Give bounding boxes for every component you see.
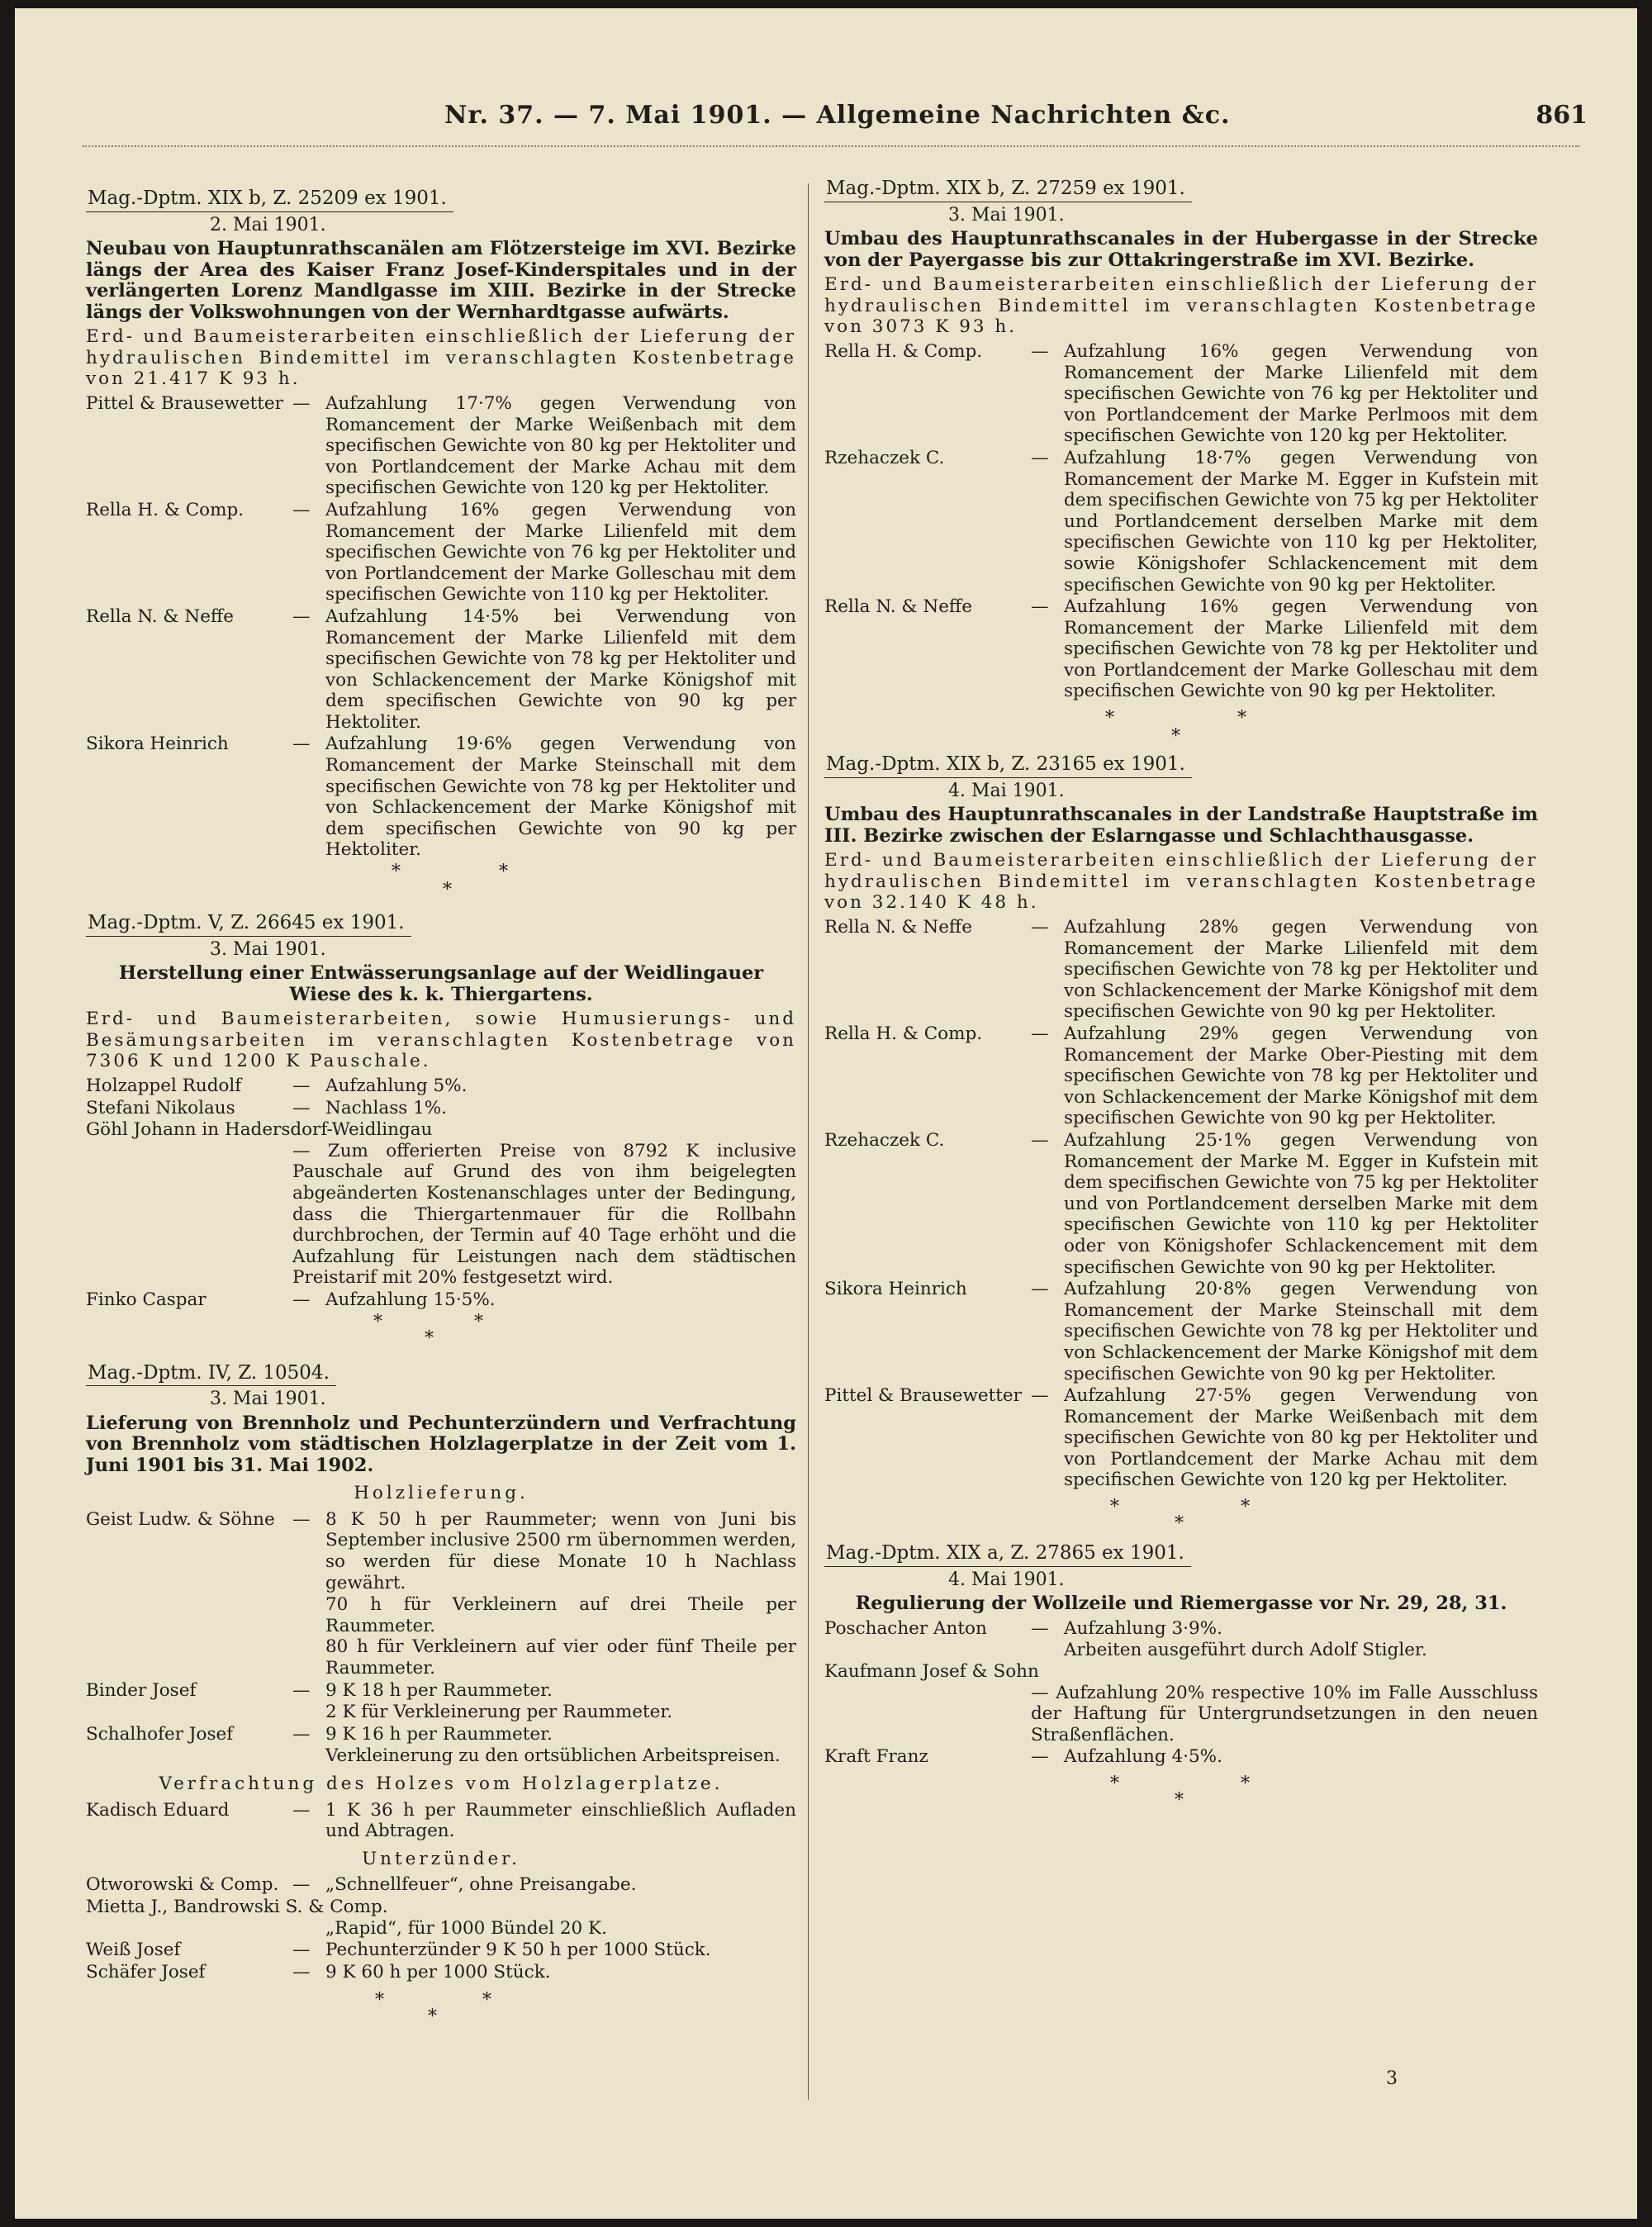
bid-entry — [824, 1130, 1538, 1278]
bid-text: 8 K 50 h per Raummeter; wenn von Juni bis September inclusive 2500 rm übernommen werden, so werden für diese Monate 10 h Nachlass gewährt. — [325, 1508, 796, 1593]
bidder-name: Rella H. & Comp. — [824, 1023, 983, 1044]
bid-text: 9 K 16 h per Raummeter. — [325, 1723, 553, 1745]
bid-text: — Zum offerierten Preise von 8792 K inclusive Pauschale auf Grund des von ihm beigelegten abgeänderten Kostenanschlages unter der Bedingung, dass die Thiergartenmauer für die Rollbahn durchbrochen, der Termin auf 40 Tage erhöht und die Aufzahlung für Leistungen nach dem städtischen Preistarif mit 20% festgesetzt wird. — [292, 1140, 796, 1289]
star-ornament: * — [1175, 1789, 1184, 1811]
dash: — — [1031, 1385, 1049, 1407]
section-ornament — [86, 1312, 796, 1358]
star-ornament: * — [1237, 708, 1246, 729]
page-number: 861 — [1536, 101, 1588, 130]
notice-landstrasse — [824, 749, 1538, 1538]
notice-intro: Erd- und Baumeisterarbeiten einschließlich der Lieferung der hydraulischen Bindemittel im veranschlagten Kostenbetrage von 32.140 K 48 h. — [824, 850, 1538, 914]
bid-entry — [86, 1724, 796, 1745]
bidder-name: Kaufmann Josef & Sohn — [824, 1660, 1039, 1682]
newspaper-page — [15, 8, 1637, 2219]
notice-date: 3. Mai 1901. — [210, 938, 326, 960]
bid-text: 9 K 60 h per 1000 Stück. — [325, 1961, 551, 1982]
bidder-name: Kadisch Eduard — [86, 1799, 230, 1821]
star-ornament: * — [1175, 1513, 1184, 1535]
bid-text: Aufzahlung 16% gegen Verwendung von Romancement der Marke Lilienfeld mit dem specifischen Gewichte von 76 kg per Hektoliter und von Portlandcement der Marke Perlmoos mit dem specifischen Gewichte von 120 kg per Hektoliter. — [1064, 340, 1538, 447]
star-ornament: * — [482, 1990, 491, 2011]
header-rule — [83, 145, 1579, 147]
bidder-name: Sikora Heinrich — [824, 1279, 967, 1300]
bidder-name: Rella H. & Comp. — [824, 340, 983, 362]
bidder-name: Geist Ludw. & Söhne — [86, 1508, 275, 1530]
dash: — — [1031, 1129, 1049, 1151]
bid-text: Aufzahlung 5%. — [325, 1076, 468, 1096]
department-reference: Mag.-Dptm. XIX a, Z. 27865 ex 1901. — [824, 1543, 1191, 1567]
dash: — — [292, 1289, 311, 1310]
bidder-name: Rzehaczek C. — [824, 1129, 945, 1151]
dash: — — [292, 499, 311, 520]
notice-intro: Erd- und Baumeisterarbeiten einschließlich der Lieferung der hydraulischen Bindemittel im veranschlagten Kostenbetrage von 3073 K 93 h. — [824, 274, 1538, 338]
notice-weidlingau — [86, 908, 796, 1358]
bidder-name: Rella N. & Neffe — [86, 605, 234, 627]
bid-entry — [824, 596, 1538, 702]
bidder-name: Stefani Nikolaus — [86, 1097, 235, 1118]
dash: — — [292, 1097, 311, 1118]
dash: — — [1031, 596, 1049, 618]
bid-text: — Aufzahlung 20% respective 10% im Falle Ausschluss der Haftung für Untergrundsetzungen in den neuen Straßenflächen. — [1031, 1682, 1538, 1745]
dash: — — [292, 392, 311, 414]
bidder-name: Poschacher Anton — [824, 1617, 987, 1639]
bid-text: Aufzahlung 20·8% gegen Verwendung von Romancement der Marke Steinschall mit dem specifischen Gewichte von 78 kg per Hektoliter und von Schlackencement der Marke Königshof mit dem specifischen Gewichte von 90 kg per Hektoliter. — [1064, 1279, 1538, 1384]
bid-text: Aufzahlung 19·6% gegen Verwendung von Romancement der Marke Steinschall mit dem specifischen Gewichte von 78 kg per Hektoliter und von Schlackencement der Marke Königshof mit dem specifischen Gewichte von 90 kg per Hektoliter. — [325, 734, 796, 861]
dash: — — [1031, 447, 1049, 468]
department-reference: Mag.-Dptm. V, Z. 26645 ex 1901. — [86, 913, 411, 937]
dash: — — [292, 605, 311, 627]
bidder-name: Finko Caspar — [86, 1289, 206, 1310]
dash: — — [292, 1076, 311, 1096]
signature-mark: 3 — [1386, 2068, 1398, 2089]
bid-text: Aufzahlung 3·9%. — [1064, 1617, 1222, 1639]
department-reference: Mag.-Dptm. XIX b, Z. 27259 ex 1901. — [824, 178, 1192, 202]
bidder-name: Pittel & Brausewetter — [824, 1385, 1022, 1407]
section-ornament — [824, 1492, 1538, 1538]
page-header — [15, 101, 1637, 137]
dash: — — [292, 1508, 311, 1530]
bid-text: Aufzahlung 16% gegen Verwendung von Romancement der Marke Lilienfeld mit dem specifischen Gewichte von 76 kg per Hektoliter und von Portlandcement der Marke Golleschau mit dem specifischen Gewichte von 110 kg per Hektoliter. — [325, 499, 796, 605]
department-reference: Mag.-Dptm. IV, Z. 10504. — [86, 1363, 336, 1387]
bidder-name: Mietta J., Bandrowski S. & Comp. — [86, 1896, 388, 1917]
dash: — — [292, 1874, 311, 1896]
column-divider — [808, 183, 809, 2100]
bid-entry — [86, 1800, 796, 1842]
bid-entry — [824, 917, 1538, 1023]
bid-entry — [86, 1940, 796, 1961]
dash: — — [292, 1961, 311, 1982]
right-column — [824, 173, 1538, 1815]
bid-continuation: 70 h für Verkleinern auf drei Theile per Raummeter. — [325, 1594, 796, 1636]
bidder-name: Binder Josef — [86, 1679, 197, 1701]
bid-continuation: „Rapid“, für 1000 Bündel 20 K. — [325, 1917, 607, 1939]
subheading: Holzlieferung. — [354, 1483, 529, 1504]
bid-entry — [86, 734, 796, 861]
notice-intro: Erd- und Baumeisterarbeiten, sowie Humusierungs- und Besämungsarbeiten im veranschlagten Kostenbetrage von 7306 K und 1200 K Pauschale. — [86, 1009, 796, 1072]
star-ornament: * — [1110, 1773, 1119, 1794]
bidder-name: Weiß Josef — [86, 1940, 181, 1961]
subheading: Unterzünder. — [362, 1848, 520, 1869]
bidder-name: Göhl Johann in Hadersdorf-Weidlingau — [86, 1119, 433, 1141]
notice-wollzeile — [824, 1538, 1538, 1815]
bid-text: Aufzahlung 14·5% bei Verwendung von Romancement der Marke Lilienfeld mit dem specifischen Gewichte von 78 kg per Hektoliter und von Schlackencement der Marke Königshof mit dem specifischen Gewichte von 90 kg per Hektoliter. — [325, 605, 796, 733]
dash: — — [1031, 1746, 1049, 1768]
dash: — — [292, 1723, 311, 1745]
notice-date: 4. Mai 1901. — [948, 1569, 1065, 1590]
star-ornament: * — [499, 862, 508, 883]
dash: — — [1031, 1279, 1049, 1300]
dash: — — [1031, 340, 1049, 362]
bid-text: Nachlass 1%. — [325, 1097, 448, 1118]
bid-text: „Schnellfeuer“, ohne Preisangabe. — [325, 1874, 637, 1896]
bidder-name: Schalhofer Josef — [86, 1723, 234, 1745]
bid-entry — [824, 1746, 1538, 1768]
bid-entry — [824, 1618, 1538, 1640]
section-ornament — [86, 862, 796, 908]
bid-text: Aufzahlung 18·7% gegen Verwendung von Romancement der Marke M. Egger in Kufstein mit dem specifischen Gewichte von 75 kg per Hektoliter und Portlandcement derselben Marke mit dem specifischen Gewichte von 110 kg per Hektoliter, sowie Königshofer Schlackencement mit dem specifischen Gewichte von 90 kg per Hektoliter. — [1064, 447, 1538, 596]
bid-text: Aufzahlung 17·7% gegen Verwendung von Romancement der Marke Weißenbach mit dem specifischen Gewichte von 80 kg per Hektoliter und von Portlandcement der Marke Achau mit dem specifischen Gewichte von 120 kg per Hektoliter. — [325, 392, 796, 499]
bid-text: Aufzahlung 16% gegen Verwendung von Romancement der Marke Lilienfeld mit dem specifischen Gewichte von 78 kg per Hektoliter und von Portlandcement der Marke Golleschau mit dem specifischen Gewichte von 90 kg per Hektoliter. — [1064, 596, 1538, 702]
notice-brennholz — [86, 1358, 796, 2030]
bid-continuation: 2 K für Verkleinerung per Raummeter. — [325, 1702, 673, 1723]
bid-entry — [86, 1076, 796, 1097]
notice-hubergasse — [824, 173, 1538, 749]
bid-text: Aufzahlung 15·5%. — [325, 1289, 496, 1310]
bidder-name: Kraft Franz — [824, 1746, 928, 1768]
star-ornament: * — [1241, 1773, 1250, 1794]
notice-title: Umbau des Hauptunrathscanales in der Hubergasse in der Strecke von der Payergasse bis zur Ottakringerstraße im XVI. Bezirke. — [824, 228, 1538, 271]
bid-text: 1 K 36 h per Raummeter einschließlich Aufladen und Abtragen. — [325, 1799, 796, 1842]
bid-entry — [824, 448, 1538, 596]
dash: — — [292, 734, 311, 755]
bidder-name: Rzehaczek C. — [824, 447, 945, 468]
notice-intro: Erd- und Baumeisterarbeiten einschließlich der Lieferung der hydraulischen Bindemittel im veranschlagten Kostenbetrage von 21.417 K 93 h. — [86, 326, 796, 390]
bid-text: 9 K 18 h per Raummeter. — [325, 1679, 553, 1701]
notice-date: 4. Mai 1901. — [948, 780, 1065, 801]
section-ornament — [824, 703, 1538, 749]
header-title: Nr. 37. — 7. Mai 1901. — Allgemeine Nachrichten &c. — [444, 101, 1231, 130]
notice-title: Herstellung einer Entwässerungsanlage auf der Weidlingauer Wiese des k. k. Thiergartens. — [118, 962, 764, 1005]
dash: — — [292, 1940, 311, 1961]
bid-entry — [86, 606, 796, 734]
notice-title: Umbau des Hauptunrathscanales in der Landstraße Hauptstraße im III. Bezirke zwischen der Eslarngasse und Schlachthausgasse. — [824, 804, 1538, 847]
bid-entry — [824, 1279, 1538, 1384]
bid-entry — [86, 1680, 796, 1702]
bid-entry — [824, 1385, 1538, 1491]
bid-text: Aufzahlung 28% gegen Verwendung von Romancement der Marke Lilienfeld mit dem specifischen Gewichte von 78 kg per Hektoliter und von Schlackencement der Marke Königshof mit dem specifischen Gewichte von 90 kg per Hektoliter. — [1064, 917, 1538, 1023]
bid-text: Aufzahlung 25·1% gegen Verwendung von Romancement der Marke M. Egger in Kufstein mit dem specifischen Gewichte von 75 kg per Hektoliter und von Portlandcement derselben Marke mit dem specifischen Gewichte von 110 kg per Hektoliter oder von Königshofer Schlackencement mit dem specifischen Gewichte von 90 kg per Hektoliter. — [1064, 1129, 1538, 1278]
star-ornament: * — [1241, 1497, 1250, 1518]
section-ornament — [86, 1983, 796, 2030]
bidder-name: Schäfer Josef — [86, 1961, 206, 1982]
notice-date: 3. Mai 1901. — [210, 1389, 326, 1410]
star-ornament: * — [425, 1327, 434, 1349]
bid-entry — [824, 341, 1538, 447]
bid-entry — [86, 1098, 796, 1119]
star-ornament: * — [1105, 708, 1114, 729]
dash: — — [1031, 1023, 1049, 1044]
subheading: Verfrachtung des Holzes vom Holzlagerplatze. — [159, 1773, 724, 1794]
star-ornament: * — [1110, 1497, 1119, 1518]
star-ornament: * — [373, 1311, 382, 1332]
bid-text: Aufzahlung 29% gegen Verwendung von Romancement der Marke Ober-Piesting mit dem specifischen Gewichte von 78 kg per Hektoliter und von Schlackencement der Marke Königshof mit dem specifischen Gewichte von 90 kg per Hektoliter. — [1064, 1023, 1538, 1129]
bid-text: Aufzahlung 4·5%. — [1064, 1746, 1222, 1768]
department-reference: Mag.-Dptm. XIX b, Z. 23165 ex 1901. — [824, 754, 1192, 778]
department-reference: Mag.-Dptm. XIX b, Z. 25209 ex 1901. — [86, 188, 453, 212]
star-ornament: * — [392, 862, 401, 883]
notice-date: 3. Mai 1901. — [948, 204, 1065, 226]
star-ornament: * — [375, 1990, 384, 2011]
star-ornament: * — [428, 2006, 437, 2028]
notice-flötzersteig — [86, 183, 796, 908]
notice-title: Lieferung von Brennholz und Pechunterzündern und Verfrachtung von Brennholz vom städtischen Holzlagerplatze in der Zeit vom 1. Juni 1901 bis 31. Mai 1902. — [86, 1412, 796, 1476]
bidder-name: Sikora Heinrich — [86, 734, 229, 755]
bidder-name: Pittel & Brausewetter — [86, 392, 283, 414]
bidder-name: Holzappel Rudolf — [86, 1076, 242, 1096]
bid-entry — [86, 1962, 796, 1983]
notice-date: 2. Mai 1901. — [210, 214, 326, 235]
bid-entry — [86, 1874, 796, 1896]
bid-entry — [86, 1289, 796, 1311]
bid-continuation: Arbeiten ausgeführt durch Adolf Stigler. — [1064, 1640, 1427, 1661]
dash: — — [1031, 917, 1049, 938]
bid-text: Pechunterzünder 9 K 50 h per 1000 Stück. — [325, 1940, 711, 1961]
bidder-name: Otworowski & Comp. — [86, 1874, 279, 1896]
star-ornament: * — [443, 880, 452, 901]
bidder-name: Rella N. & Neffe — [824, 596, 972, 618]
dash: — — [292, 1799, 311, 1821]
section-ornament — [824, 1769, 1538, 1815]
dash: — — [292, 1679, 311, 1701]
notice-title: Regulierung der Wollzeile und Riemergasse vor Nr. 29, 28, 31. — [855, 1593, 1507, 1615]
bid-entry — [86, 500, 796, 605]
star-ornament: * — [1171, 726, 1180, 748]
bid-entry — [824, 1023, 1538, 1129]
bid-entry — [86, 393, 796, 499]
bidder-name: Rella N. & Neffe — [824, 917, 972, 938]
left-column — [86, 183, 796, 2030]
bidder-name: Rella H. & Comp. — [86, 499, 244, 520]
bid-continuation: Verkleinerung zu den ortsüblichen Arbeitspreisen. — [325, 1745, 781, 1767]
dash: — — [1031, 1617, 1049, 1639]
bid-continuation: 80 h für Verkleinern auf vier oder fünf Theile per Raummeter. — [325, 1636, 796, 1679]
bid-entry — [86, 1509, 796, 1593]
notice-title: Neubau von Hauptunrathscanälen am Flötzersteige im XVI. Bezirke längs der Area des Kaiser Franz Josef-Kinderspitales und in der verlängerten Lorenz Mandlgasse im XIII. Bezirke in der Strecke längs der Volkswohnungen von der Wernhardtgasse aufwärts. — [86, 238, 796, 323]
bid-text: Aufzahlung 27·5% gegen Verwendung von Romancement der Marke Weißenbach mit dem specifischen Gewichte von 80 kg per Hektoliter und von Portlandcement der Marke Achau mit dem specifischen Gewichte von 120 kg per Hektoliter. — [1064, 1385, 1538, 1491]
star-ornament: * — [474, 1311, 483, 1332]
